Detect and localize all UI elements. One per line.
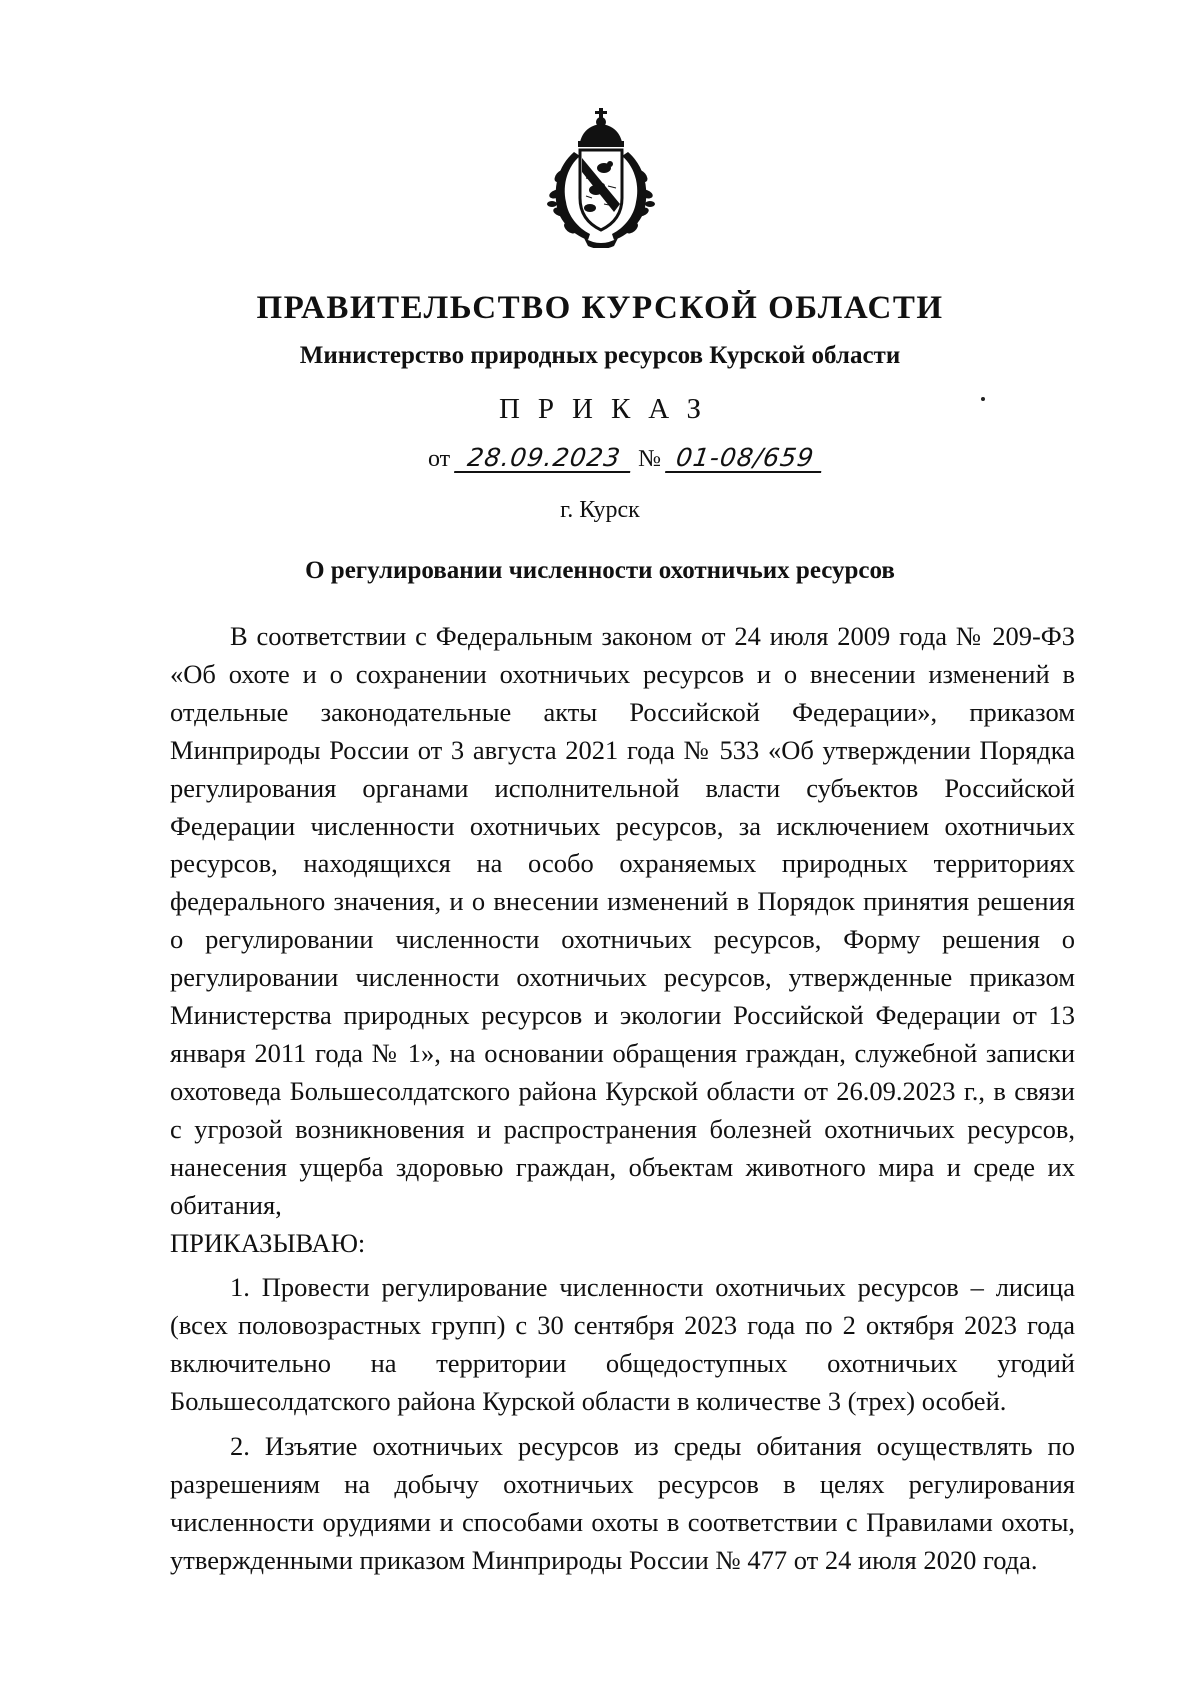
number-prefix: № xyxy=(638,446,662,472)
order-item-1: 1. Провести регулирование численности охотничьих ресурсов – лисица (всех половозрастных групп) с 30 сентября 2023 года по 2 октября 2023 года включительно на территории общедоступных охотничьих угодий Большесолдатского района Курской области в количестве 3 (трех) особей. xyxy=(170,1272,1075,1417)
kursk-coat-of-arms-icon xyxy=(544,108,658,248)
order-date-number-line xyxy=(428,445,848,481)
order-date: 28.09.2023 xyxy=(454,445,634,473)
scan-artifact xyxy=(981,397,985,401)
ordering-word: ПРИКАЗЫВАЮ: xyxy=(170,1227,366,1258)
document-title: О регулировании численности охотничьих ресурсов xyxy=(305,557,895,584)
document-body xyxy=(170,618,1075,1580)
document-type: ПРИКАЗ xyxy=(498,393,720,425)
government-title: ПРАВИТЕЛЬСТВО КУРСКОЙ ОБЛАСТИ xyxy=(256,290,944,326)
city: г. Курск xyxy=(560,497,640,523)
order-item-2: 2. Изъятие охотничьих ресурсов из среды обитания осуществлять по разрешениям на добычу охотничьих ресурсов в целях регулирования численности орудиями и способами охоты в соответствии с Правилами охоты, утвержденными приказом Минприроды России № 477 от 24 июля 2020 года. xyxy=(170,1431,1075,1575)
date-prefix: от xyxy=(428,446,451,472)
order-number: 01-08/659 xyxy=(665,445,825,473)
preamble-paragraph xyxy=(170,618,1075,1262)
ministry-name: Министерство природных ресурсов Курской области xyxy=(299,342,901,369)
preamble-text: В соответствии с Федеральным законом от 24 июля 2009 года № 209-ФЗ «Об охоте и о сохранении охотничьих ресурсов и о внесении изменений в отдельные законодательные акты Российской Федерации», приказом Минприроды России от 3 августа 2021 года № 533 «Об утверждении Порядка регулирования органами исполнительной власти субъектов Российской Федерации численности охотничьих ресурсов, за исключением охотничьих ресурсов, находящихся на особо охраняемых природных территориях федерального значения, и о внесении изменений в Порядок принятия решения о регулировании численности охотничьих ресурсов, Форму решения о регулировании численности охотничьих ресурсов, утвержденные приказом Министерства природных ресурсов и экологии Российской Федерации от 13 января 2011 года № 1», на основании обращения граждан, служебной записки охотоведа Большесолдатского района Курской области от 26.09.2023 г., в связи с угрозой возникновения и распространения болезней охотничьих ресурсов, нанесения ущерба здоровью граждан, объектам животного мира и среде их обитания, xyxy=(170,621,1075,1220)
